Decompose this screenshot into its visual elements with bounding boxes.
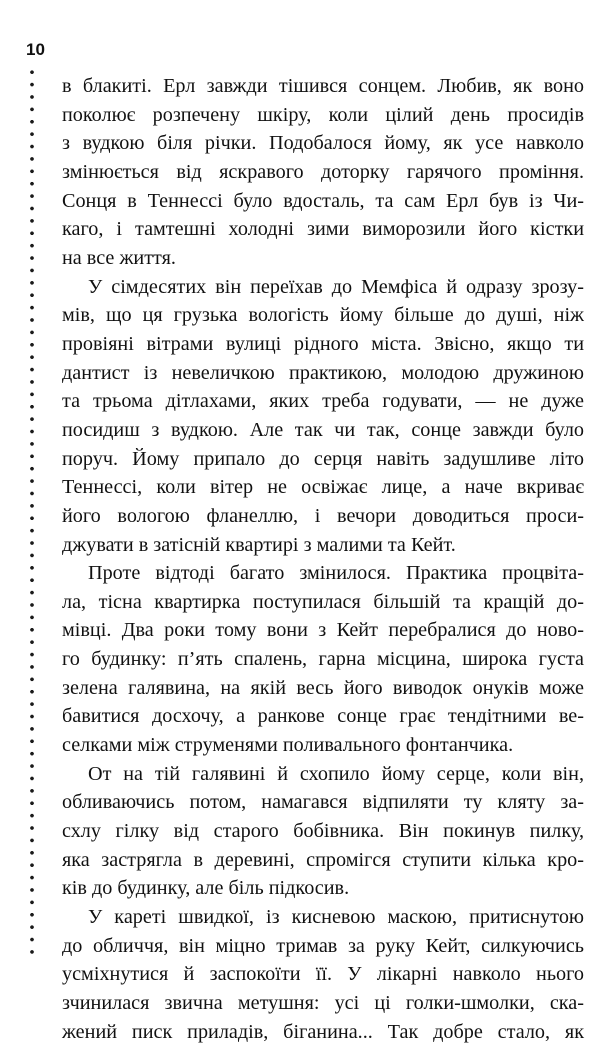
text-line: мів, що ця грузька вологість йому більше до душі, ніж [62, 304, 584, 327]
text-line: селками між струменями поливального фонтанчика. [62, 734, 514, 757]
text-line: в блакиті. Ерл завжди тішився сонцем. Любив, як воно [62, 75, 584, 97]
paragraph [62, 760, 584, 903]
text-line: схлу гілку від старого бобівника. Він покинув пилку, [62, 820, 584, 843]
text-line: От на тій галявині й схопило йому серце, коли він, [88, 762, 584, 785]
paragraph [62, 559, 584, 760]
text-line: ла, тісна квартирка поступилася більшій та кращій до- [62, 590, 584, 613]
text-line: го будинку: п’ять спалень, гарна місцина, широка густа [62, 648, 584, 671]
text-line: У сімдесятих він переїхав до Мемфіса й одразу зрозу- [88, 275, 584, 298]
text-line: посидиш з вудкою. Але так чи так, сонце завжди було [62, 418, 584, 441]
page-number: 10 [26, 40, 45, 59]
text-line: каго, і тамтешні холодні зими виморозили його кістки [62, 218, 584, 241]
text-line: поруч. Йому припало до серця навіть задушливе літо [62, 447, 584, 470]
text-line: бавитися досхочу, а ранкове сонце грає тендітними ве- [62, 705, 584, 728]
dotted-margin-rule [30, 66, 34, 956]
text-line: Теннессі, коли вітер не освіжає лице, а наче вкриває [62, 476, 584, 499]
text-line: обливаючись потом, намагався відпиляти ту кляту за- [62, 791, 584, 814]
text-line: зелена галявина, на якій весь його виводок онуків може [62, 676, 584, 699]
text-line: та трьома дітлахами, яких треба годувати, — не дуже [62, 390, 584, 413]
text-line: яка застрягла в деревині, спромігся ступити кілька кро- [62, 848, 584, 871]
text-line: мівці. Два роки тому вони з Кейт перебралися до ново- [62, 619, 584, 642]
text-line: У кареті швидкої, із кисневою маскою, притиснутою [88, 906, 584, 929]
text-line: дантист із невеличкою практикою, молодою дружиною [62, 361, 584, 384]
paragraph [62, 273, 584, 560]
text-line: Проте відтоді багато змінилося. Практика процвіта- [88, 562, 584, 585]
text-line: з вудкою біля річки. Подобалося йому, як усе навколо [62, 132, 584, 155]
text-body [62, 72, 584, 1046]
paragraph [62, 72, 584, 273]
text-line: до обличчя, він міцно тримав за руку Кейт, силкуючись [62, 934, 584, 957]
text-line: джувати в затісній квартирі з малими та Кейт. [62, 533, 456, 556]
text-line: провіяні вітрами вулиці рідного міста. Звісно, якщо ти [62, 332, 584, 355]
text-line: його вологою фланеллю, і вечори доводиться проси- [62, 504, 584, 527]
text-line: змінюється від яскравого доторку гарячого проміння. [62, 160, 584, 183]
text-line: поколює розпечену шкіру, коли цілий день просидів [62, 103, 584, 126]
paragraph [62, 903, 584, 1046]
text-line: ків до будинку, але біль підкосив. [62, 877, 350, 900]
text-line: усміхнутися й заспокоїти її. У лікарні навколо нього [62, 963, 584, 986]
text-line: жений писк приладів, біганина... Так добре стало, як [62, 1020, 584, 1043]
text-line: на все життя. [62, 246, 176, 269]
text-line: зчинилася звична метушня: усі ці голки-шмолки, ска- [62, 992, 584, 1014]
text-line: Сонця в Теннессі було вдосталь, та сам Ерл був із Чи- [62, 189, 584, 212]
